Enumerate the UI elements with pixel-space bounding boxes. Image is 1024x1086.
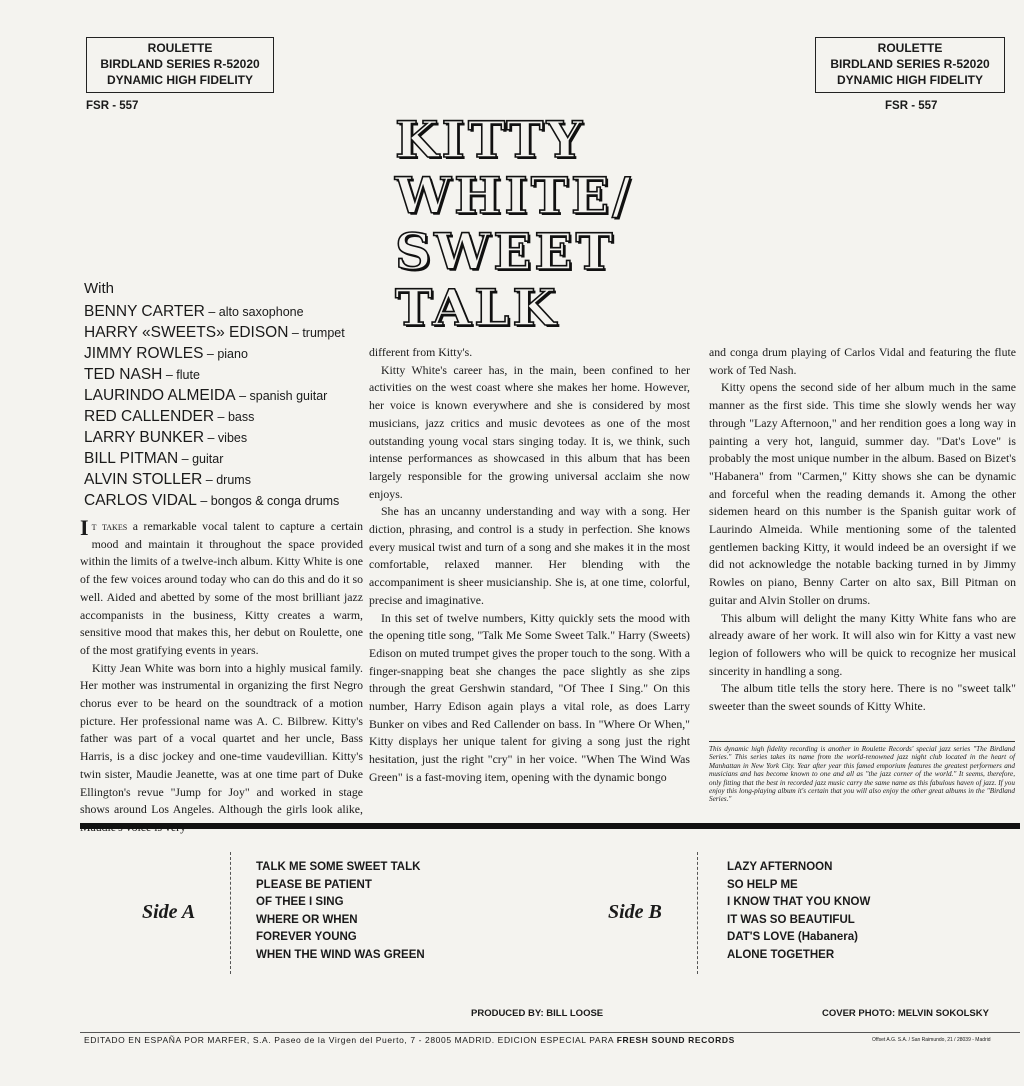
personnel-item bbox=[84, 301, 345, 322]
side-a-tracklist bbox=[256, 859, 425, 965]
personnel-item bbox=[84, 469, 345, 490]
musician-name: ALVIN STOLLER bbox=[84, 471, 203, 488]
musician-instrument: – flute bbox=[162, 368, 200, 382]
printer-credit: Offset A.G. S.A. / San Raimundo, 21 / 28039 - Madrid bbox=[872, 1037, 991, 1043]
track-item: PLEASE BE PATIENT bbox=[256, 878, 372, 891]
liner-paragraph bbox=[80, 515, 363, 660]
musician-instrument: – bongos & conga drums bbox=[196, 494, 340, 508]
track-item: WHEN THE WIND WAS GREEN bbox=[256, 948, 425, 961]
catalog-fidelity: DYNAMIC HIGH FIDELITY bbox=[107, 73, 253, 87]
liner-paragraph: Kitty Jean White was born into a highly musical family. Her mother was instrumental in organizing the first Negro chorus ever to be heard on the soundtrack of a motion picture. Her professional name was A. C. Bilbrew. Kitty's father was part of a vocal quartet and her uncle, Bass Harris, is a disc jockey and one-time vaudevillian. Kitty's twin sister, Maudie Jeanette, was at one time part of Duke Ellington's revue "Jump for Joy" and worked in stage shows around Los Angeles. Although the girls look alike, bbox=[80, 660, 363, 817]
musician-name: BILL PITMAN bbox=[84, 450, 179, 467]
liner-paragraph: This album will delight the many Kitty White fans who are already aware of her work. It will also win for Kitty a vast new legion of followers who will be quick to recognize her musical sincerity in handling a song. bbox=[709, 610, 1016, 678]
track-item: ALONE TOGETHER bbox=[727, 948, 835, 961]
title-line-4: TALK bbox=[395, 278, 559, 337]
personnel-item bbox=[84, 322, 345, 343]
musician-instrument: – vibes bbox=[204, 431, 248, 445]
musician-instrument: – drums bbox=[202, 473, 251, 487]
side-b-label: Side B bbox=[608, 901, 662, 923]
cover-photo-credit: COVER PHOTO: MELVIN SOKOLSKY bbox=[822, 1008, 989, 1019]
track-item: DAT'S LOVE (Habanera) bbox=[727, 931, 858, 944]
section-divider bbox=[80, 823, 1020, 829]
catalog-number-left: FSR - 557 bbox=[86, 100, 139, 112]
musician-instrument: – trumpet bbox=[288, 326, 345, 340]
musician-instrument: – spanish guitar bbox=[235, 389, 328, 403]
drop-cap: I bbox=[80, 515, 89, 540]
liner-paragraph: She has an uncanny understanding and way with a song. Her diction, phrasing, and control is a study in perfection. She knows every musical twist and turn of a song and she makes it in the most comfortable, relaxed manner. Her blending with the accompaniment is sheer musicianship. She is, at one time, colorful, precise and imaginative. bbox=[369, 504, 690, 607]
musician-name: LAURINDO ALMEIDA bbox=[84, 387, 236, 404]
side-a-label: Side A bbox=[142, 901, 196, 923]
musician-name: CARLOS VIDAL bbox=[84, 492, 197, 509]
catalog-label-name: ROULETTE bbox=[147, 41, 213, 55]
track-item: OF THEE I SING bbox=[256, 896, 344, 909]
liner-notes-column-3 bbox=[709, 344, 1016, 716]
title-line-1: KITTY bbox=[395, 110, 586, 169]
musician-instrument: – bass bbox=[214, 410, 255, 424]
liner-paragraph: Kitty opens the second side of her album much in the same manner as the first side. This time she slowly wends her way through "Lazy Afternoon," and her rendition goes a long way in painting a very hot, languid, summer day. "Dat's Love" is probably the most unique number in the album. Based on Bizet's "Habanera" from "Carmen," Kitty shows she can be dynamic and forceful when the reading demands it. Among the other sidemen heard on this number is the Spanish guitar work of Laurindo Almeida. While mentioning some of the talented gentlemen backing Kitty, it would indeed be an oversight if we did not acknowledge the notable backing turned in by Jimmy Rowles on piano, Benny Carter on alto sax, Bill Pitman on guitar and Alvin Stoller on drums. bbox=[709, 380, 1016, 607]
catalog-fidelity: DYNAMIC HIGH FIDELITY bbox=[837, 73, 983, 87]
title-line-3: SWEET bbox=[395, 222, 616, 281]
track-item: IT WAS SO BEAUTIFUL bbox=[727, 913, 855, 926]
track-item: WHERE OR WHEN bbox=[256, 913, 358, 926]
album-title bbox=[395, 112, 645, 336]
liner-paragraph: different from Kitty's. bbox=[369, 345, 473, 359]
musician-name: TED NASH bbox=[84, 366, 163, 383]
catalog-label-name: ROULETTE bbox=[877, 41, 943, 55]
edition-notice bbox=[84, 1035, 735, 1045]
liner-notes-column-2 bbox=[369, 344, 690, 787]
liner-paragraph: In this set of twelve numbers, Kitty quickly sets the mood with the opening title song, "Talk Me Some Sweet Talk." Harry (Sweets) Edison on muted trumpet gives the proper touch to the song. With a finger-snapping beat she changes the pace slightly as she zips through the great Gershwin standard, "Of Thee I Sing." On this number, Harry Edison again plays a vital role, as does Larry Bunker on vibes and Red Callender on bass. In "Where Or When," Kitty displays her unique talent for giving a song just the right hesitation, just the right "cry" in her voice. "When The Wind Was Green" is a fast-moving item, opening with the dynamic bongo bbox=[369, 610, 690, 784]
track-item: SO HELP ME bbox=[727, 878, 798, 891]
catalog-box-left bbox=[86, 37, 274, 93]
record-label-name: FRESH SOUND RECORDS bbox=[616, 1035, 735, 1045]
liner-notes-column-1 bbox=[80, 515, 363, 837]
personnel-item bbox=[84, 385, 345, 406]
side-a-divider bbox=[230, 852, 232, 974]
catalog-series: BIRDLAND SERIES R-52020 bbox=[100, 57, 260, 71]
producer-credit: PRODUCED BY: BILL LOOSE bbox=[471, 1008, 604, 1019]
catalog-series: BIRDLAND SERIES R-52020 bbox=[830, 57, 990, 71]
catalog-number-right: FSR - 557 bbox=[885, 100, 938, 112]
liner-paragraph: The album title tells the story here. There is no "sweet talk" sweeter than the sweet sounds of Kitty White. bbox=[709, 681, 1016, 714]
liner-paragraph: Kitty White's career has, in the main, been confined to her activities on the west coast where she makes her home. However, her voice is known everywhere and she is considered by most musicians, jazz critics and music devotees as one of the most outstanding young vocal stars singing today. It is, we think, such intense performances as showcased in this album that has been largely responsible for the growing universal acclaim she now enjoys. bbox=[369, 362, 690, 501]
musician-instrument: – alto saxophone bbox=[204, 305, 304, 319]
musician-name: LARRY BUNKER bbox=[84, 429, 205, 446]
lead-in: t takes bbox=[91, 519, 128, 533]
musician-instrument: – piano bbox=[203, 347, 248, 361]
personnel-list bbox=[84, 301, 345, 511]
personnel-item bbox=[84, 448, 345, 469]
track-item: LAZY AFTERNOON bbox=[727, 861, 833, 873]
personnel-item bbox=[84, 490, 345, 511]
edition-text: EDITADO EN ESPAÑA POR MARFER, S.A. Paseo de la Virgen del Puerto, 7 - 28005 MADRID. EDICION ESPECIAL PARA bbox=[84, 1035, 617, 1045]
paragraph-text: a remarkable vocal talent to capture a certain mood and maintain it throughout the space provided within the limits of a twelve-inch album. Kitty White is one of the few voices around today who can do this and do it so well. Aided and abetted by some of the most brilliant jazz accompanists in the business, Kitty creates a warm, sensitive mood that makes this, her debut on Roulette, one of the most gratifying events in years. bbox=[80, 519, 363, 657]
personnel-item bbox=[84, 427, 345, 448]
footer-rule bbox=[80, 1032, 1020, 1033]
side-b-tracklist bbox=[727, 859, 870, 965]
musician-name: BENNY CARTER bbox=[84, 303, 205, 320]
personnel-item bbox=[84, 343, 345, 364]
musician-instrument: – guitar bbox=[178, 452, 224, 466]
musician-name: HARRY «SWEETS» EDISON bbox=[84, 324, 289, 341]
musician-name: JIMMY ROWLES bbox=[84, 345, 204, 362]
track-item: TALK ME SOME SWEET TALK bbox=[256, 861, 421, 873]
musician-name: RED CALLENDER bbox=[84, 408, 215, 425]
catalog-box-right bbox=[815, 37, 1005, 93]
title-line-2: WHITE/ bbox=[395, 166, 634, 225]
personnel-heading: With bbox=[84, 280, 114, 297]
personnel-item bbox=[84, 406, 345, 427]
personnel-item bbox=[84, 364, 345, 385]
track-item: I KNOW THAT YOU KNOW bbox=[727, 896, 871, 909]
side-b-divider bbox=[697, 852, 699, 974]
track-item: FOREVER YOUNG bbox=[256, 931, 357, 944]
birdland-series-note: This dynamic high fidelity recording is another in Roulette Records' special jazz series "The Birdland Series." This series takes its name from the world-renowned jazz night club located in the heart of Manhattan in New York City. Year after year this famed emporium features the greatest performers and musicians and has become known to one and all as "the jazz corner of the world." It seems, therefore, only fitting that the best in recorded jazz music carry the same name as this fabulous haven of jazz. If you enjoy this long-playing album it's certain that you will also enjoy the other great albums in the "Birdland Series." bbox=[709, 741, 1015, 804]
liner-paragraph: and conga drum playing of Carlos Vidal and featuring the flute work of Ted Nash. bbox=[709, 345, 1016, 377]
